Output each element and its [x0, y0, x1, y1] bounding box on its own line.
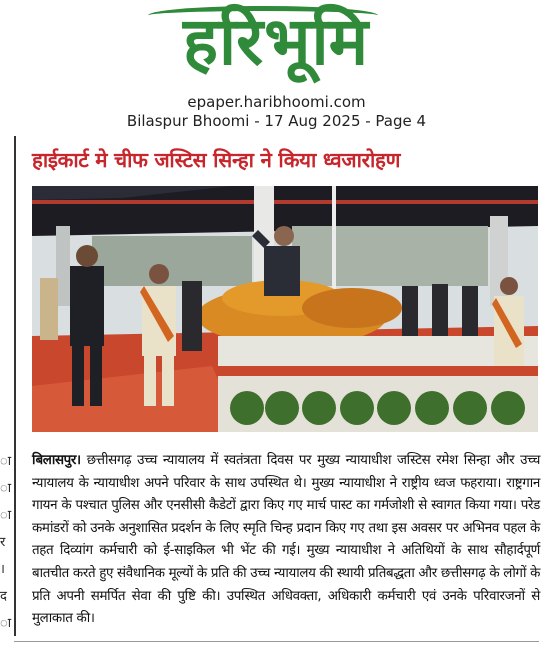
- article-photo: [32, 186, 538, 432]
- column-divider: [14, 136, 16, 636]
- article-dateline: बिलासपुर।: [32, 453, 81, 468]
- adjacent-column-fragments: [0, 448, 10, 637]
- fragment-char: ा: [0, 508, 12, 523]
- article-text: छत्तीसगढ़ उच्च न्यायालय में स्वतंत्रता दिवस पर मुख्य न्यायाधीश जस्टिस रमेश सिन्हा और उच्च न्यायालय के न्यायाधीश अपने परिवार के साथ उपस्थित थे। मुख्य न्यायाधीश ने राष्ट्रीय ध्वज फहराया। राष्ट्रगान गायन के पश्चात पुलिस और एनसीसी कैडेटों द्वारा किए गए मार्च पास्ट का गर्मजोशी से स्वागत किया गया। परेड कमांडरों को उनके अनुशासित प्रदर्शन के लिए स्मृति चिन्ह प्रदान किए गए तथा इस अवसर पर अभिनव पहल के तहत दिव्यांग कर्मचारी को ई-साइकिल भी भेंट की गई। मुख्य न्यायाधीश ने अतिथियों के साथ सौहार्दपूर्ण बातचीत करते हुए संवैधानिक मूल्यों के प्रति की उच्च न्यायालय की स्थायी प्रतिबद्धता और छत्तीसगढ़ के लोगों के प्रति अपनी समर्पित सेवा की पुष्टि की। उपस्थित अधिवक्ता, अधिकारी कर्मचारी एवं उनके परिवारजनों से मुलाकात की।: [32, 453, 540, 627]
- fragment-char: द: [0, 589, 7, 604]
- haribhoomi-logo[interactable]: हरिभूमि: [182, 3, 370, 80]
- flag-hoisting-photo: [32, 186, 538, 432]
- article-body: [32, 450, 540, 631]
- fragment-char: ।: [0, 562, 5, 577]
- site-url[interactable]: epaper.haribhoomi.com: [187, 93, 366, 111]
- fragment-char: ा: [0, 454, 12, 469]
- article-headline: हाईकार्ट मे चीफ जस्टिस सिन्हा ने किया ध्वजारोहण: [32, 148, 401, 172]
- edition-line: Bilaspur Bhoomi - 17 Aug 2025 - Page 4: [126, 112, 427, 130]
- masthead: [0, 0, 553, 90]
- fragment-char: ा: [0, 616, 12, 631]
- bottom-rule: [14, 641, 539, 642]
- fragment-char: र: [0, 535, 6, 550]
- fragment-char: ा: [0, 481, 12, 496]
